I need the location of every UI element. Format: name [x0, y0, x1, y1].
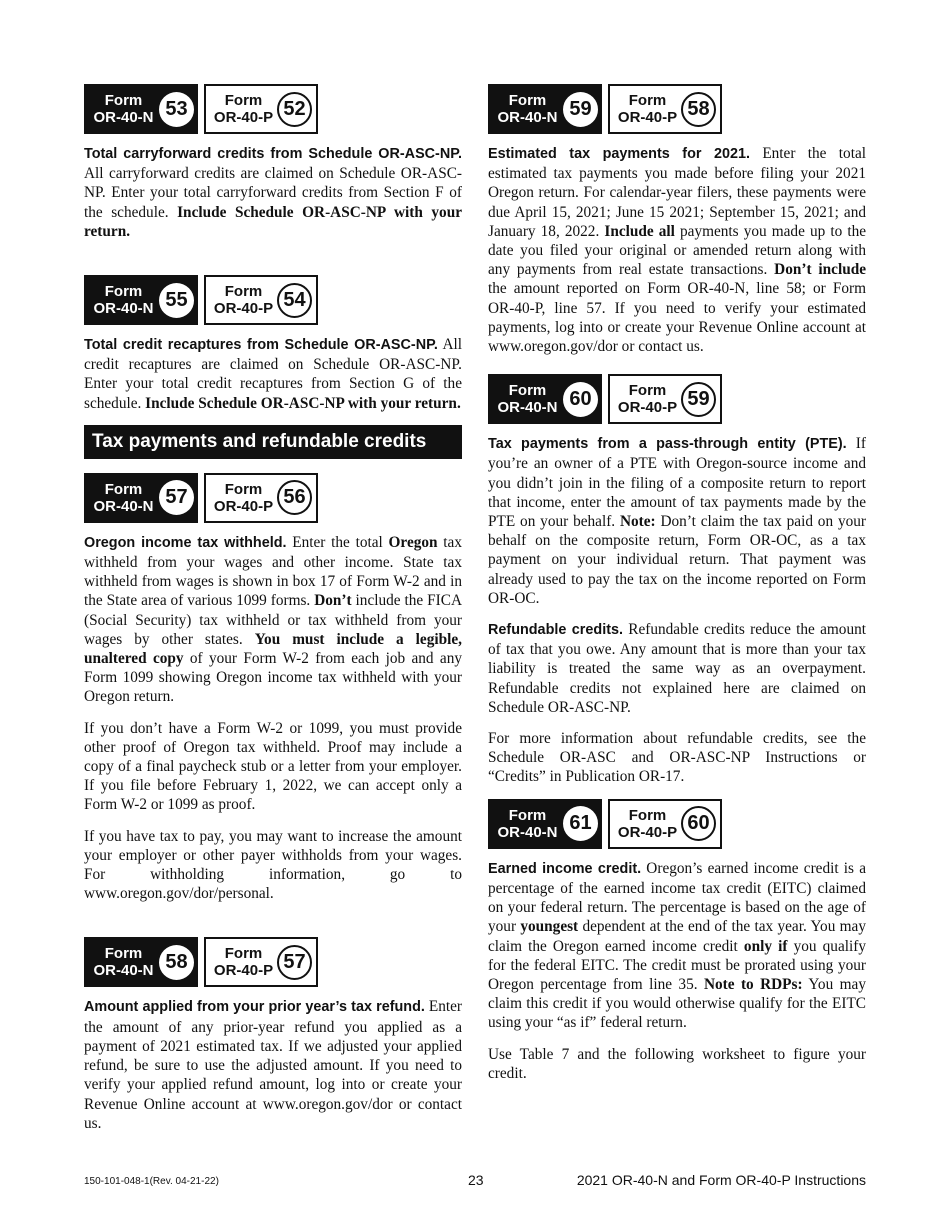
- line-number: 53: [159, 92, 194, 127]
- line-number: 54: [277, 283, 312, 318]
- badge-label: Form: [104, 480, 143, 498]
- badge-form: OR-40-P: [617, 823, 678, 841]
- badge-label: Form: [224, 480, 263, 498]
- credit-recaptures-paragraph: Total credit recaptures from Schedule OR-ASC-NP. All credit recaptures are claimed on Schedule OR-ASC-NP. Enter your total credit recaptures from Section G of the schedule. Include Schedule OR-ASC-NP with your return.: [84, 336, 462, 412]
- form-or-40-n-badge: [84, 84, 198, 134]
- line-number: 60: [563, 382, 598, 417]
- page-number: 23: [468, 1172, 484, 1188]
- badge-form: OR-40-N: [93, 300, 154, 318]
- form-or-40-n-badge: [488, 84, 602, 134]
- badge-label: Form: [104, 945, 143, 963]
- withholding-info-paragraph: If you have tax to pay, you may want to increase the amount your employer or other payer withholds from your wages. For withholding information, go to www.oregon.gov/dor/personal.: [84, 827, 462, 903]
- line-number: 52: [277, 92, 312, 127]
- proof-of-withholding-paragraph: If you don’t have a Form W-2 or 1099, you must provide other proof of Oregon tax withheld. Proof may include a copy of a final paycheck stub or a letter from your employer. If you file before February 1, 2022, we can accept only a Form W-2 or 1099 as proof.: [84, 719, 462, 814]
- form-or-40-n-badge: [84, 937, 198, 987]
- form-or-40-n-badge: [488, 799, 602, 849]
- section-heading: Tax payments and refundable credits: [84, 425, 462, 459]
- line-badges: [84, 473, 462, 523]
- line-number: 60: [681, 806, 716, 841]
- badge-label: Form: [508, 806, 547, 824]
- badge-form: OR-40-N: [497, 823, 558, 841]
- tax-withheld-paragraph: Oregon income tax withheld. Enter the total Oregon tax withheld from your wages and other income. State tax withheld from wages is shown in box 17 of Form W-2 and in the State area of various 1099 forms. Don’t include the FICA (Social Security) tax withheld or tax withheld from your wages by other states. You must include a legible, unaltered copy of your Form W-2 from each job and any Form 1099 showing Oregon income tax withheld with your Oregon return.: [84, 533, 462, 706]
- badge-form: OR-40-P: [213, 962, 274, 980]
- left-column: [84, 84, 462, 1145]
- badge-form: OR-40-N: [93, 962, 154, 980]
- badge-form: OR-40-P: [617, 109, 678, 126]
- right-column: [488, 84, 866, 1095]
- page-footer: [84, 1172, 866, 1192]
- form-or-40-p-badge: [204, 275, 318, 325]
- line-number: 57: [277, 945, 312, 980]
- badge-form: OR-40-N: [93, 109, 154, 126]
- badge-label: Form: [224, 92, 263, 109]
- form-or-40-p-badge: [204, 84, 318, 134]
- line-number: 59: [563, 92, 598, 127]
- badge-form: OR-40-P: [617, 399, 678, 417]
- form-or-40-p-badge: [608, 374, 722, 424]
- line-badges: [84, 937, 462, 987]
- pte-payments-paragraph: Tax payments from a pass-through entity (PTE). If you’re an owner of a PTE with Oregon-source income and you didn’t join in the filing of a composite return to report that income, enter the amount of tax payments made by the PTE on your behalf. Note: Don’t claim the tax paid on your behalf on the composite return, Form OR-OC, as a tax payment on your individual return. That payment was already used to pay the tax on the income reported on Form OR-OC.: [488, 435, 866, 607]
- form-or-40-n-badge: [84, 275, 198, 325]
- line-number: 55: [159, 283, 194, 318]
- form-or-40-n-badge: [488, 374, 602, 424]
- line-number: 58: [159, 945, 194, 980]
- badge-label: Form: [628, 92, 667, 109]
- badge-label: Form: [628, 382, 667, 400]
- badge-label: Form: [508, 382, 547, 400]
- badge-label: Form: [628, 806, 667, 824]
- line-number: 56: [277, 480, 312, 515]
- badge-label: Form: [224, 283, 263, 301]
- line-number: 58: [681, 92, 716, 127]
- badge-form: OR-40-N: [497, 399, 558, 417]
- line-number: 57: [159, 480, 194, 515]
- line-badges: [488, 374, 866, 424]
- document-title: 2021 OR-40-N and Form OR-40-P Instructions: [576, 1172, 866, 1188]
- estimated-tax-paragraph: Estimated tax payments for 2021. Enter the total estimated tax payments you made before filing your 2021 Oregon return. For calendar-year filers, these payments were due April 15, 2021; June 15 2021; September 15, 2021; and January 18, 2022. Include all payments you made up to the date you filed your original or amended return along with any payments from real estate transactions. Don’t include the amount reported on Form OR-40-N, line 58; or Form OR-40-P, line 57. If you need to verify your estimated payments, log into or create your Revenue Online account at www.oregon.gov/dor or contact us.: [488, 145, 867, 356]
- line-badges: [488, 799, 866, 849]
- line-number: 59: [681, 382, 716, 417]
- line-number: 61: [563, 806, 598, 841]
- form-revision-code: 150-101-048-1(Rev. 04-21-22): [84, 1176, 219, 1187]
- badge-form: OR-40-P: [213, 300, 274, 318]
- form-or-40-p-badge: [608, 799, 722, 849]
- prior-year-refund-paragraph: Amount applied from your prior year’s tax refund. Enter the amount of any prior-year refund you applied as a payment of 2021 estimated tax. If we adjusted your applied refund, be sure to use the adjusted amount. If you need to verify your applied refund amount, log into or create your Revenue Online account at www.oregon.gov/dor or contact us.: [84, 998, 462, 1132]
- form-or-40-p-badge: [204, 937, 318, 987]
- refundable-credits-info-paragraph: For more information about refundable credits, see the Schedule OR-ASC and OR-ASC-NP Instructions or “Credits” in Publication OR-17.: [488, 730, 866, 786]
- worksheet-instruction-paragraph: Use Table 7 and the following worksheet to figure your credit.: [488, 1045, 866, 1082]
- carryforward-credits-paragraph: Total carryforward credits from Schedule OR-ASC-NP. All carryforward credits are claimed on Schedule OR-ASC-NP. Enter your total carryforward credits from Section F of the schedule. Include Schedule OR-ASC-NP with your return.: [84, 146, 462, 240]
- badge-label: Form: [508, 92, 547, 109]
- earned-income-credit-paragraph: Earned income credit. Oregon’s earned income credit is a percentage of the earned income tax credit (EITC) claimed on your federal return. The percentage is based on the age of your youngest dependent at the end of the tax year. You may claim the Oregon earned income credit only if you qualify for the federal EITC. The credit must be prorated using your Oregon percentage from line 35. Note to RDPs: You may claim this credit if you would otherwise qualify for the EITC using your “as if” federal return.: [488, 859, 866, 1032]
- badge-label: Form: [104, 92, 143, 109]
- badge-form: OR-40-P: [213, 109, 274, 126]
- badge-label: Form: [224, 945, 263, 963]
- refundable-credits-paragraph: Refundable credits. Refundable credits reduce the amount of tax that you owe. Any amount that is more than your tax liability is treated the same way as an overpayment. Refundable credits not explained here are claimed on Schedule OR-ASC-NP.: [488, 621, 866, 716]
- badge-label: Form: [104, 283, 143, 301]
- form-or-40-p-badge: [204, 473, 318, 523]
- line-badges: [84, 275, 462, 325]
- badge-form: OR-40-P: [213, 497, 274, 515]
- badge-form: OR-40-N: [93, 497, 154, 515]
- line-badges: [84, 84, 462, 134]
- form-or-40-p-badge: [608, 84, 722, 134]
- badge-form: OR-40-N: [497, 109, 558, 126]
- form-or-40-n-badge: [84, 473, 198, 523]
- line-badges: [488, 84, 866, 134]
